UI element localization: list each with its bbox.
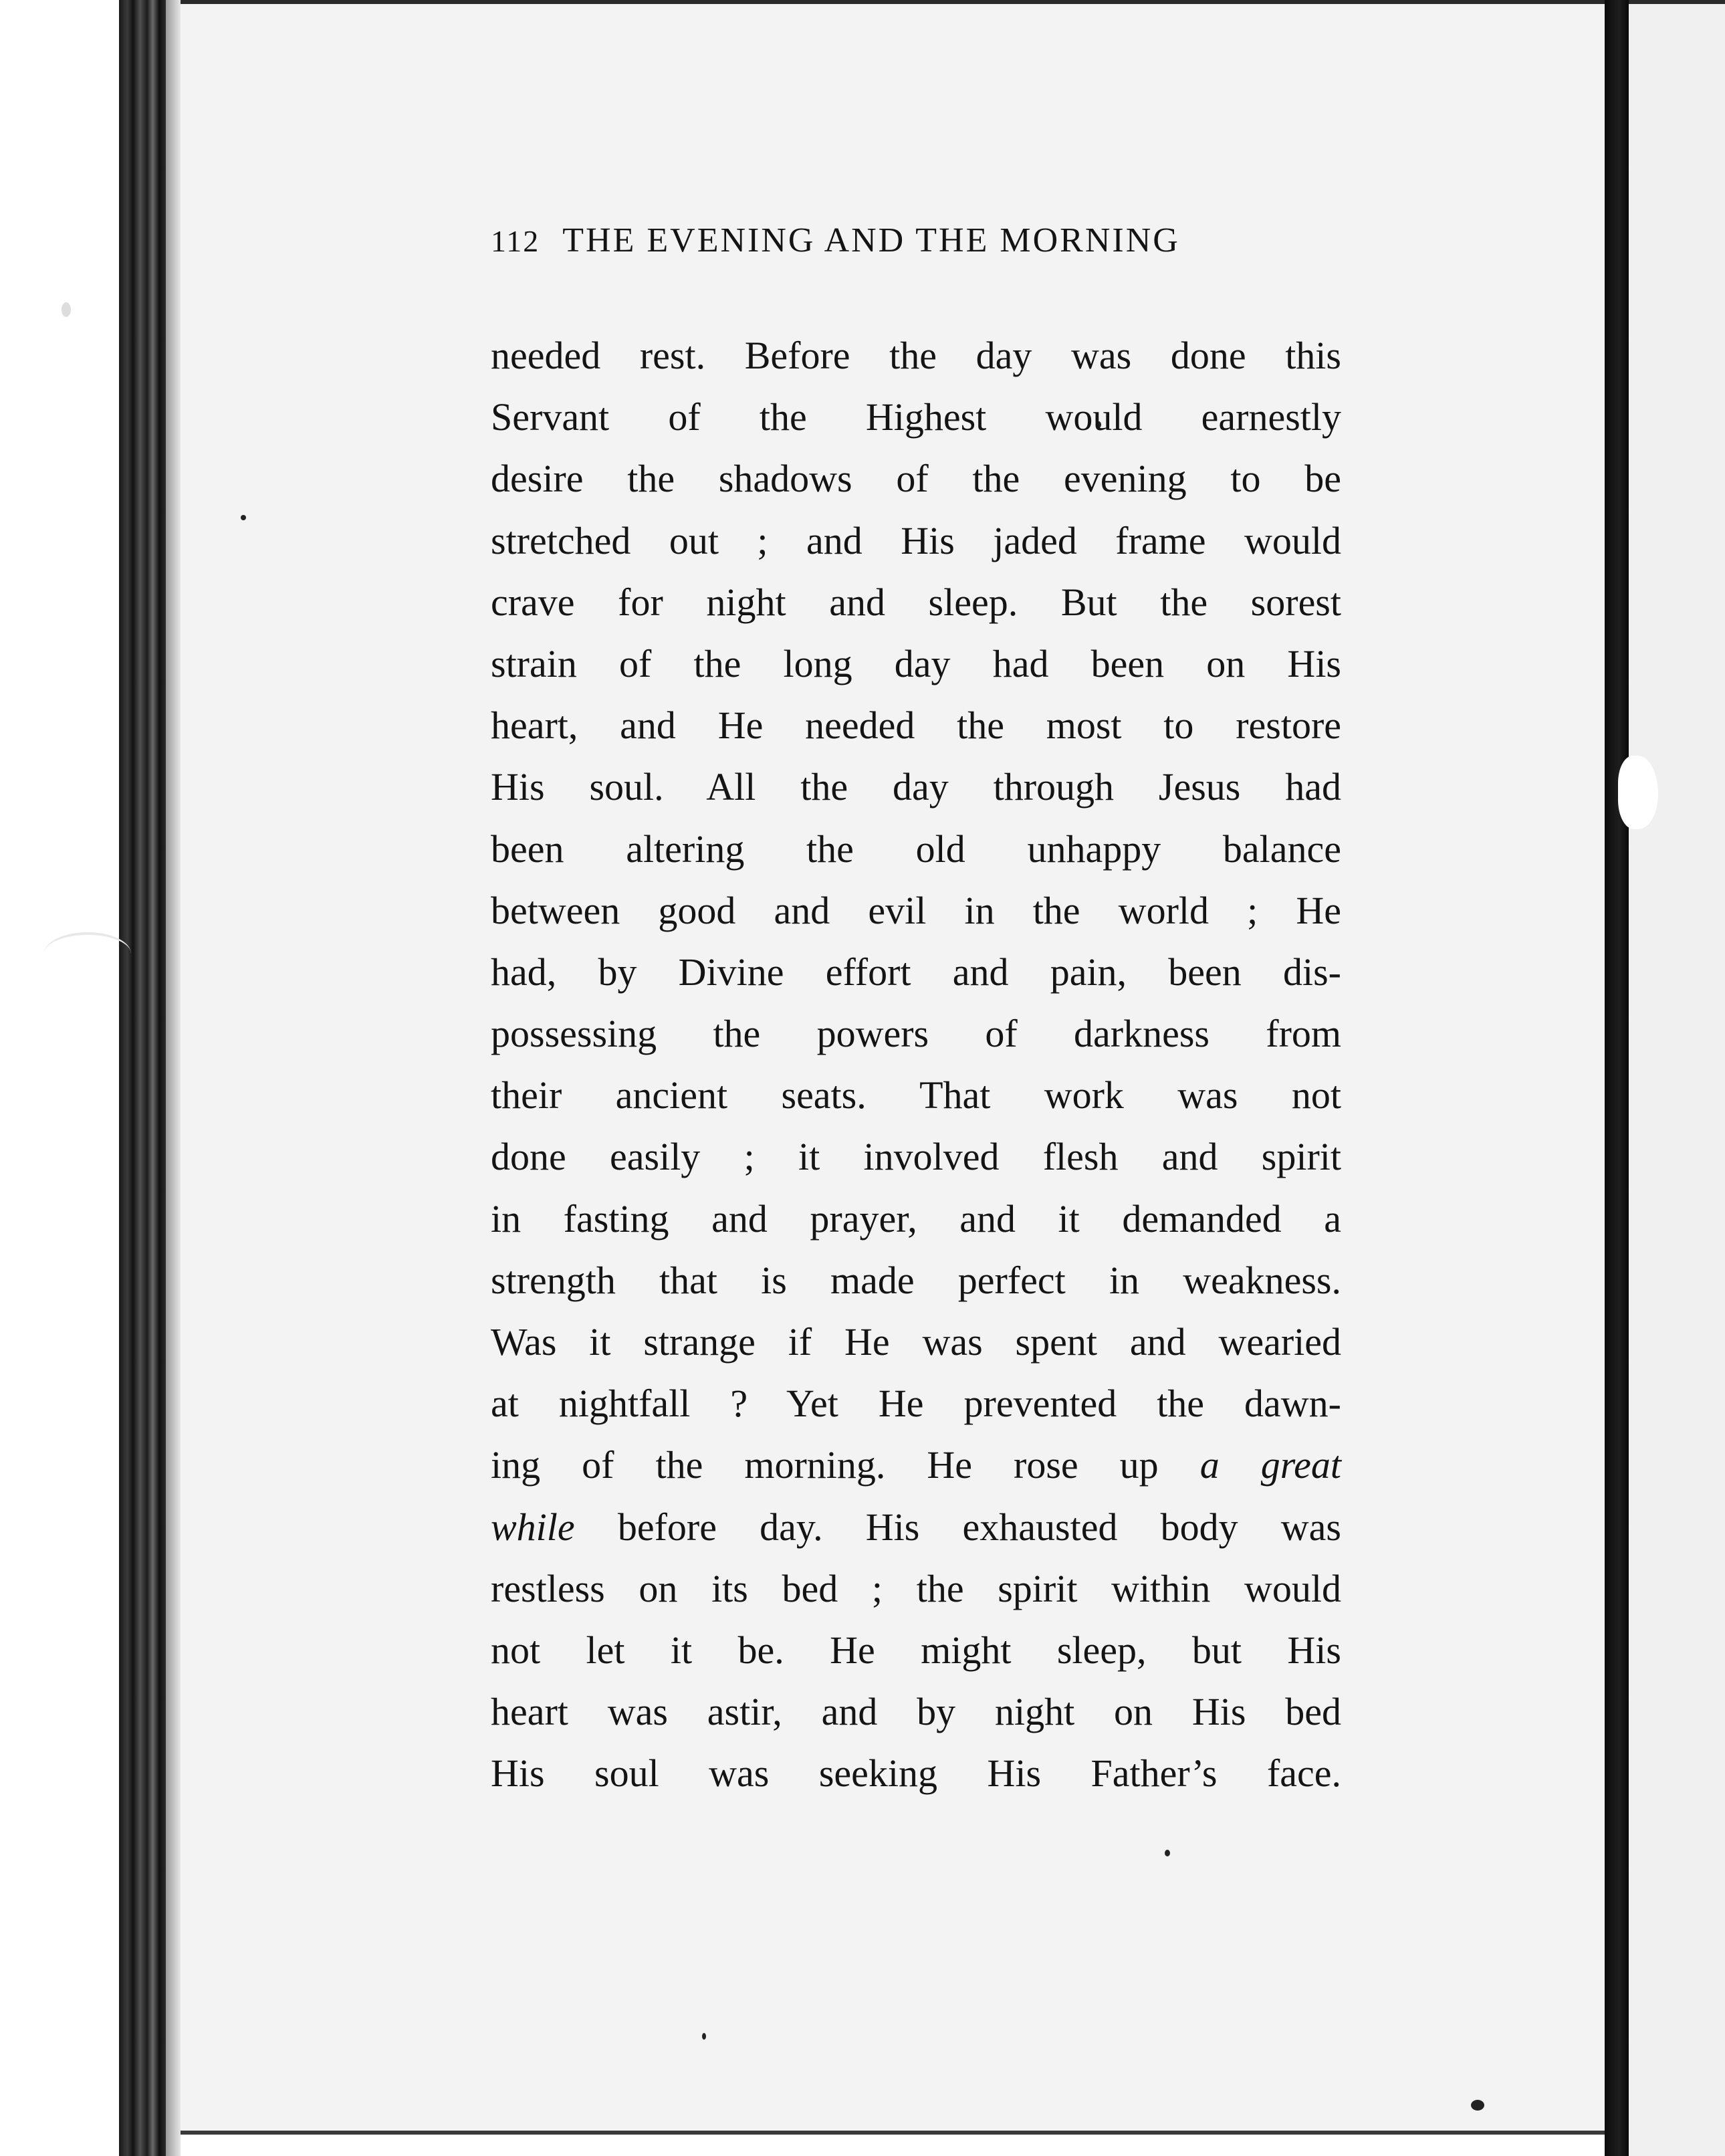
line-text: His soul was seeking His Father’s face. (491, 1751, 1341, 1796)
facing-page-edge (1629, 0, 1725, 2156)
page-curl-mark (44, 932, 131, 975)
line-text: at nightfall ? Yet He prevented the dawn- (491, 1382, 1341, 1426)
text-line (491, 510, 1341, 572)
text-line (491, 1250, 1341, 1311)
text-line (491, 1311, 1341, 1373)
text-line (491, 1743, 1341, 1804)
text-line (491, 880, 1341, 942)
line-text: ing of the morning. He rose up (491, 1443, 1200, 1487)
line-text: before day. His exhausted body was (574, 1505, 1341, 1549)
line-text: restless on its bed ; the spirit within would (491, 1566, 1341, 1610)
text-line (491, 1681, 1341, 1743)
line-text: stretched out ; and His jaded frame would (491, 518, 1341, 562)
running-head (491, 221, 1341, 278)
line-text: done easily ; it involved flesh and spirit (491, 1135, 1341, 1179)
text-line (491, 1558, 1341, 1620)
line-text: desire the shadows of the evening to be (491, 457, 1341, 501)
line-text: in fasting and prayer, and it demanded a (491, 1196, 1341, 1241)
text-line (491, 819, 1341, 880)
running-head-title: THE EVENING AND THE MORNING (562, 221, 1180, 259)
text-line (491, 633, 1341, 695)
line-text: strain of the long day had been on His (491, 641, 1341, 685)
italic-text: a great (1199, 1443, 1341, 1487)
text-line (491, 942, 1341, 1003)
line-text: Servant of the Highest would earnestly (491, 395, 1341, 439)
line-text: possessing the powers of darkness from (491, 1012, 1341, 1056)
text-line (491, 572, 1341, 633)
text-line (491, 1620, 1341, 1681)
page-text-block (491, 221, 1341, 1805)
line-text: heart was astir, and by night on His bed (491, 1690, 1341, 1734)
body-text (491, 325, 1341, 1805)
text-line (491, 448, 1341, 510)
scan-speck (702, 2033, 706, 2040)
text-line (491, 1497, 1341, 1558)
line-text: had, by Divine effort and pain, been dis- (491, 950, 1341, 994)
scan-blot (1618, 756, 1658, 829)
text-line (491, 1065, 1341, 1126)
page-number: 112 (491, 224, 540, 258)
scan-speck (1165, 1850, 1170, 1856)
line-text: their ancient seats. That work was not (491, 1073, 1341, 1117)
line-text: between good and evil in the world ; He (491, 888, 1341, 932)
text-line (491, 1434, 1341, 1496)
text-line (491, 325, 1341, 387)
line-text: strength that is made perfect in weakness. (491, 1258, 1341, 1302)
line-text: needed rest. Before the day was done this (491, 334, 1341, 377)
page-gutter-edge (166, 0, 181, 2156)
text-line (491, 1188, 1341, 1250)
text-line (491, 1373, 1341, 1434)
page-divider (1605, 0, 1629, 2156)
text-line (491, 1003, 1341, 1065)
scan-speck (241, 515, 246, 520)
line-text: heart, and He needed the most to restore (491, 704, 1341, 748)
italic-text: while (491, 1505, 575, 1549)
line-text: Was it strange if He was spent and wearied (491, 1320, 1341, 1364)
text-line (491, 387, 1341, 448)
text-line (491, 695, 1341, 756)
text-line (491, 1126, 1341, 1188)
line-text: been altering the old unhappy balance (491, 827, 1341, 871)
line-text: crave for night and sleep. But the sorest (491, 580, 1341, 624)
line-text: not let it be. He might sleep, but His (491, 1628, 1341, 1672)
text-line (491, 756, 1341, 818)
scan-speck (62, 302, 71, 317)
line-text: His soul. All the day through Jesus had (491, 765, 1341, 809)
book-spine (119, 0, 166, 2156)
scan-speck (1471, 2100, 1484, 2111)
